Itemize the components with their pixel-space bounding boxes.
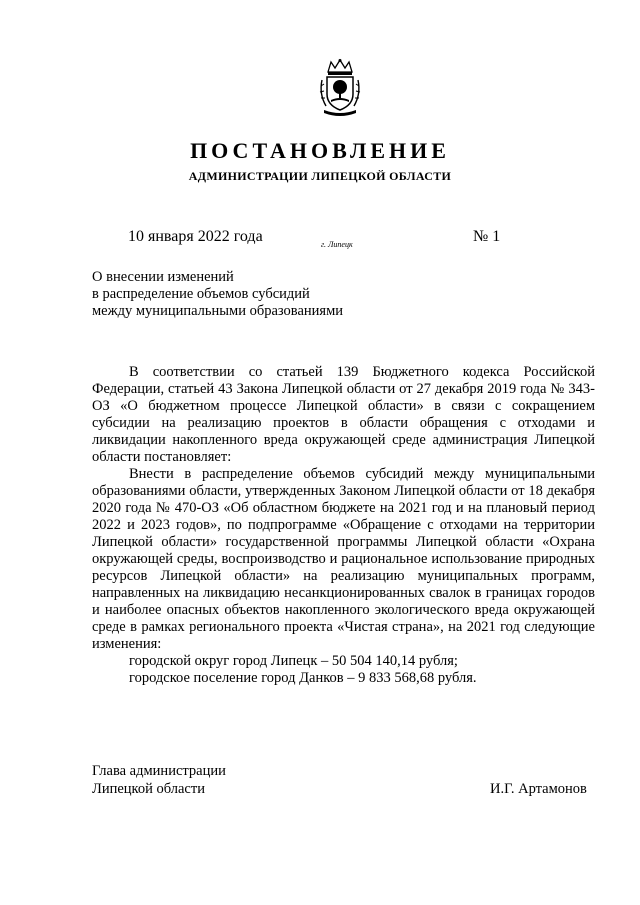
allocation-item: городской округ город Липецк – 50 504 140,14 рубля;	[129, 653, 458, 669]
document-title: ПОСТАНОВЛЕНИЕ	[190, 138, 450, 163]
document-date: 10 января 2022 года	[128, 228, 263, 245]
document-issuer: АДМИНИСТРАЦИИ ЛИПЕЦКОЙ ОБЛАСТИ	[188, 169, 452, 183]
body-paragraph: В соответствии со статьей 139 Бюджетного кодекса Российской Федерации, статьей 43 Закона Липецкой области от 27 декабря 2019 года № 343-ОЗ «О бюджетном процессе Липецкой области» в связи с сокращением субсидии на реализацию проектов в области обращения с отходами и ликвидации накопленного вреда окружающей среде администрация Липецкой области постановляет:	[92, 364, 595, 465]
position-line: Глава администрации	[92, 763, 226, 779]
subject-line: О внесении изменений	[92, 269, 234, 285]
position-line: Липецкой области	[92, 781, 205, 797]
document-subject	[92, 269, 343, 320]
document-number: № 1	[473, 228, 501, 245]
allocation-item: городское поселение город Данков – 9 833 568,68 рубля.	[129, 670, 477, 686]
document-body	[92, 364, 595, 687]
document-city: г. Липецк	[321, 240, 353, 249]
signatory-position	[92, 762, 226, 798]
subject-line: в распределение объемов субсидий	[92, 286, 310, 302]
subject-line: между муниципальными образованиями	[92, 303, 344, 319]
signatory-name: И.Г. Артамонов	[490, 781, 587, 797]
lipetsk-coat-of-arms-icon	[318, 58, 362, 116]
body-paragraph: Внести в распределение объемов субсидий между муниципальными образованиями области, утвержденных Законом Липецкой области от 18 декабря 2020 года № 470-ОЗ «Об областном бюджете на 2021 год и на плановый период 2022 и 2023 годов», по подпрограмме «Обращение с отходами на территории Липецкой области» государственной программы Липецкой области «Охрана окружающей среды, воспроизводство и рациональное использование природных ресурсов Липецкой области» на реализацию муниципальных программ, направленных на ликвидацию несанкционированных свалок в границах городов и наиболее опасных объектов накопленного экологического вреда окружающей среде в рамках регионального проекта «Чистая страна», на 2021 год следующие изменения:	[92, 466, 595, 652]
